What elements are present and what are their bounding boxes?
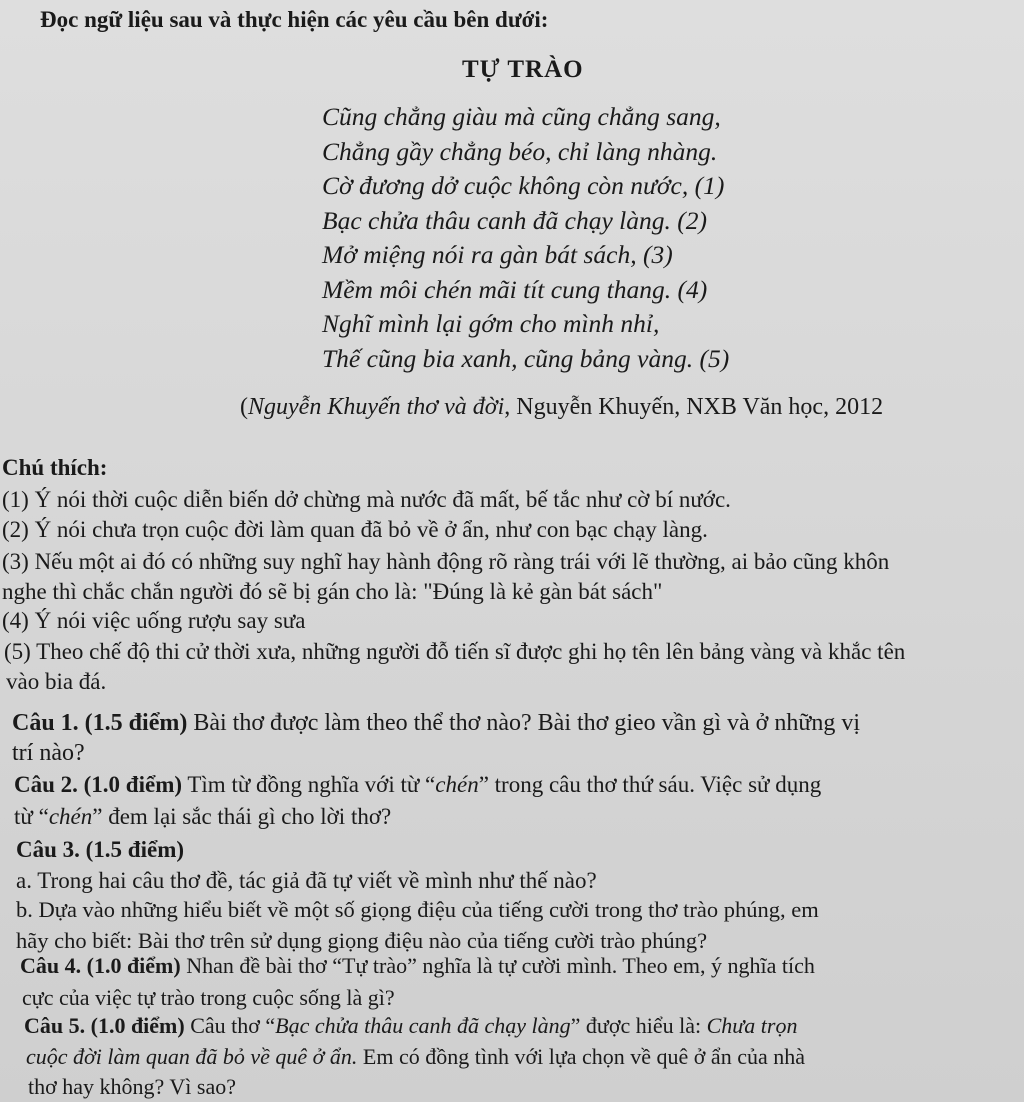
source-details: , Nguyễn Khuyến, NXB Văn học, 2012 (504, 394, 884, 420)
note-4: (4) Ý nói việc uống rượu say sưa (2, 608, 306, 633)
note-5-cont: vào bia đá. (6, 669, 107, 694)
question-3b: b. Dựa vào những hiểu biết về một số giọng điệu của tiếng cười trong thơ trào phúng, em (16, 897, 819, 922)
question-4-cont: cực của việc tự trào trong cuộc sống là gì? (22, 985, 395, 1010)
question-4-text: Nhan đề bài thơ “Tự trào” nghĩa là tự cười mình. Theo em, ý nghĩa tích (180, 953, 815, 978)
question-5-text-mid: ” được hiểu là: (570, 1013, 707, 1038)
poem-line: Chẳng gầy chẳng béo, chỉ làng nhàng. (322, 136, 718, 166)
poem-line: Nghĩ mình lại gớm cho mình nhỉ, (322, 309, 660, 338)
question-5 (24, 1015, 797, 1037)
note-5: (5) Theo chế độ thi cử thời xưa, những người đỗ tiến sĩ được ghi họ tên lên bảng vàng và khắc tên (4, 639, 906, 664)
note-3-cont: nghe thì chắc chắn người đó sẽ bị gán cho là: "Đúng là kẻ gàn bát sách" (2, 579, 663, 604)
question-5-cont-text: Em có đồng tình với lựa chọn về quê ở ẩn của nhà (357, 1044, 805, 1069)
poem-line: Cờ đương dở cuộc không còn nước, (1) (322, 171, 725, 200)
question-4 (20, 955, 815, 977)
poem-line: Mở miệng nói ra gàn bát sách, (3) (322, 240, 673, 269)
question-5-meaning-cont: cuộc đời làm quan đã bỏ về quê ở ẩn. (26, 1044, 358, 1069)
note-3: (3) Nếu một ai đó có những suy nghĩ hay hành động rõ ràng trái với lẽ thường, ai bảo cũng khôn (2, 549, 890, 574)
question-5-end: thơ hay không? Vì sao? (28, 1074, 236, 1099)
question-2-text-end: ” trong câu thơ thứ sáu. Việc sử dụng (478, 772, 822, 797)
question-2-label: Câu 2. (1.0 điểm) (14, 772, 183, 797)
question-5-cont (26, 1046, 805, 1068)
note-1: (1) Ý nói thời cuộc diễn biến dở chừng mà nước đã mất, bế tắc như cờ bí nước. (2, 487, 731, 512)
question-5-quote: Bạc chửa thâu canh đã chạy làng (275, 1013, 571, 1038)
question-2-cont (14, 805, 391, 828)
poem-line: Cũng chẳng giàu mà cũng chẳng sang, (322, 102, 721, 131)
poem-body (322, 100, 1002, 376)
question-2-cont-emphasis: chén (48, 804, 93, 829)
question-5-text: Câu thơ “ (184, 1013, 276, 1038)
question-1-text: Bài thơ được làm theo thể thơ nào? Bài thơ gieo vần gì và ở những vị (187, 710, 861, 736)
poem-line: Thế cũng bia xanh, cũng bảng vàng. (5) (322, 343, 730, 373)
poem-line: Mềm môi chén mãi tít cung thang. (4) (322, 274, 708, 304)
question-2-text: Tìm từ đồng nghĩa với từ “ (182, 772, 436, 797)
notes-heading: Chú thích: (2, 455, 108, 480)
question-2 (14, 773, 821, 796)
question-4-label: Câu 4. (1.0 điểm) (20, 953, 181, 978)
poem-line: Bạc chửa thâu canh đã chạy làng. (2) (322, 205, 707, 235)
question-3a: a. Trong hai câu thơ đề, tác giả đã tự viết về mình như thế nào? (16, 868, 597, 893)
poem-source: (Nguyễn Khuyến thơ và đời, Nguyễn Khuyến, NXB Văn học, 2012 (240, 394, 884, 420)
question-1-cont: trí nào? (12, 740, 85, 766)
question-2-emphasis: chén (435, 772, 479, 797)
source-book-title: Nguyễn Khuyến thơ và đời (248, 394, 505, 420)
question-2-cont-text-end: ” đem lại sắc thái gì cho lời thơ? (92, 804, 392, 829)
question-5-label: Câu 5. (1.0 điểm) (24, 1013, 185, 1038)
instruction: Đọc ngữ liệu sau và thực hiện các yêu cầu bên dưới: (40, 7, 549, 32)
note-2: (2) Ý nói chưa trọn cuộc đời làm quan đã bỏ về ở ẩn, như con bạc chạy làng. (2, 517, 708, 542)
question-3b-cont: hãy cho biết: Bài thơ trên sử dụng giọng điệu nào của tiếng cười trào phúng? (16, 928, 708, 953)
question-1 (12, 711, 860, 735)
question-2-cont-text: từ “ (14, 804, 49, 829)
question-5-meaning: Chưa trọn (706, 1013, 798, 1038)
question-1-label: Câu 1. (1.5 điểm) (12, 710, 188, 736)
question-3-label: Câu 3. (1.5 điểm) (16, 837, 185, 862)
poem-title: TỰ TRÀO (462, 56, 584, 83)
